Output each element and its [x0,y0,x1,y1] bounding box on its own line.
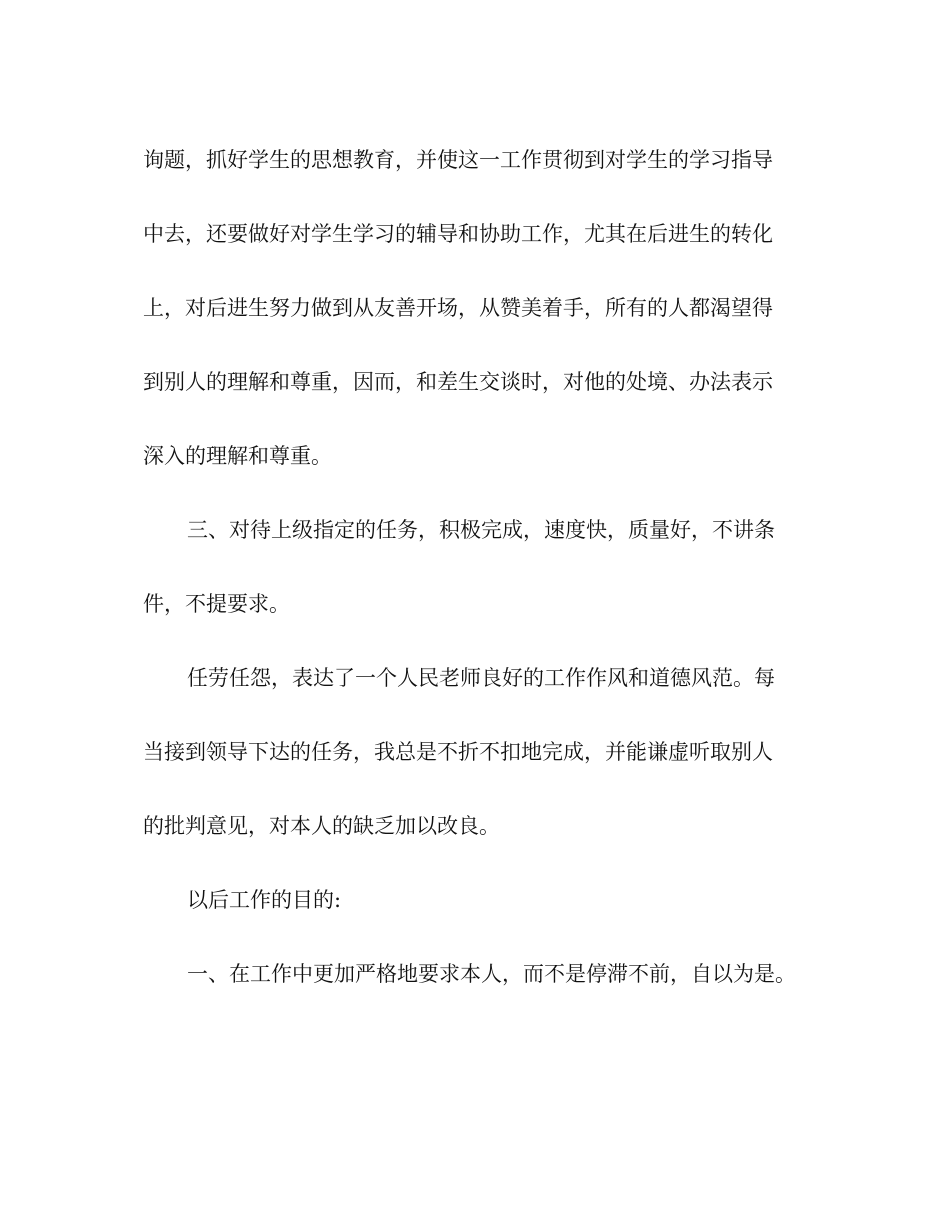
document-body [143,123,843,1011]
paragraph-2 [143,493,843,641]
text-line: 以后工作的目的: [187,888,342,912]
text-line: 一、在工作中更加严格地要求本人，而不是停滞不前，自以为是。 [187,962,796,986]
text-line: 上，对后进生努力做到从友善开场，从赞美着手，所有的人都渴望得 [143,296,773,320]
text-line: 任劳任怨，表达了一个人民老师良好的工作作风和道德风范。每 [187,666,775,690]
text-line: 当接到领导下达的任务，我总是不折不扣地完成，并能谦虚听取别人 [143,740,773,764]
text-line: 件，不提要求。 [143,592,290,616]
text-line: 三、对待上级指定的任务，积极完成，速度快，质量好，不讲条 [187,518,775,542]
paragraph-4 [143,863,843,937]
text-line: 的批判意见，对本人的缺乏加以改良。 [143,814,500,838]
paragraph-3 [143,641,843,863]
text-line: 到别人的理解和尊重，因而，和差生交谈时，对他的处境、办法表示 [143,370,773,394]
text-line: 深入的理解和尊重。 [143,444,332,468]
paragraph-5 [143,937,843,1011]
paragraph-1 [143,123,843,493]
text-line: 中去，还要做好对学生学习的辅导和协助工作，尤其在后进生的转化 [143,222,773,246]
text-line: 询题，抓好学生的思想教育，并使这一工作贯彻到对学生的学习指导 [143,148,773,172]
